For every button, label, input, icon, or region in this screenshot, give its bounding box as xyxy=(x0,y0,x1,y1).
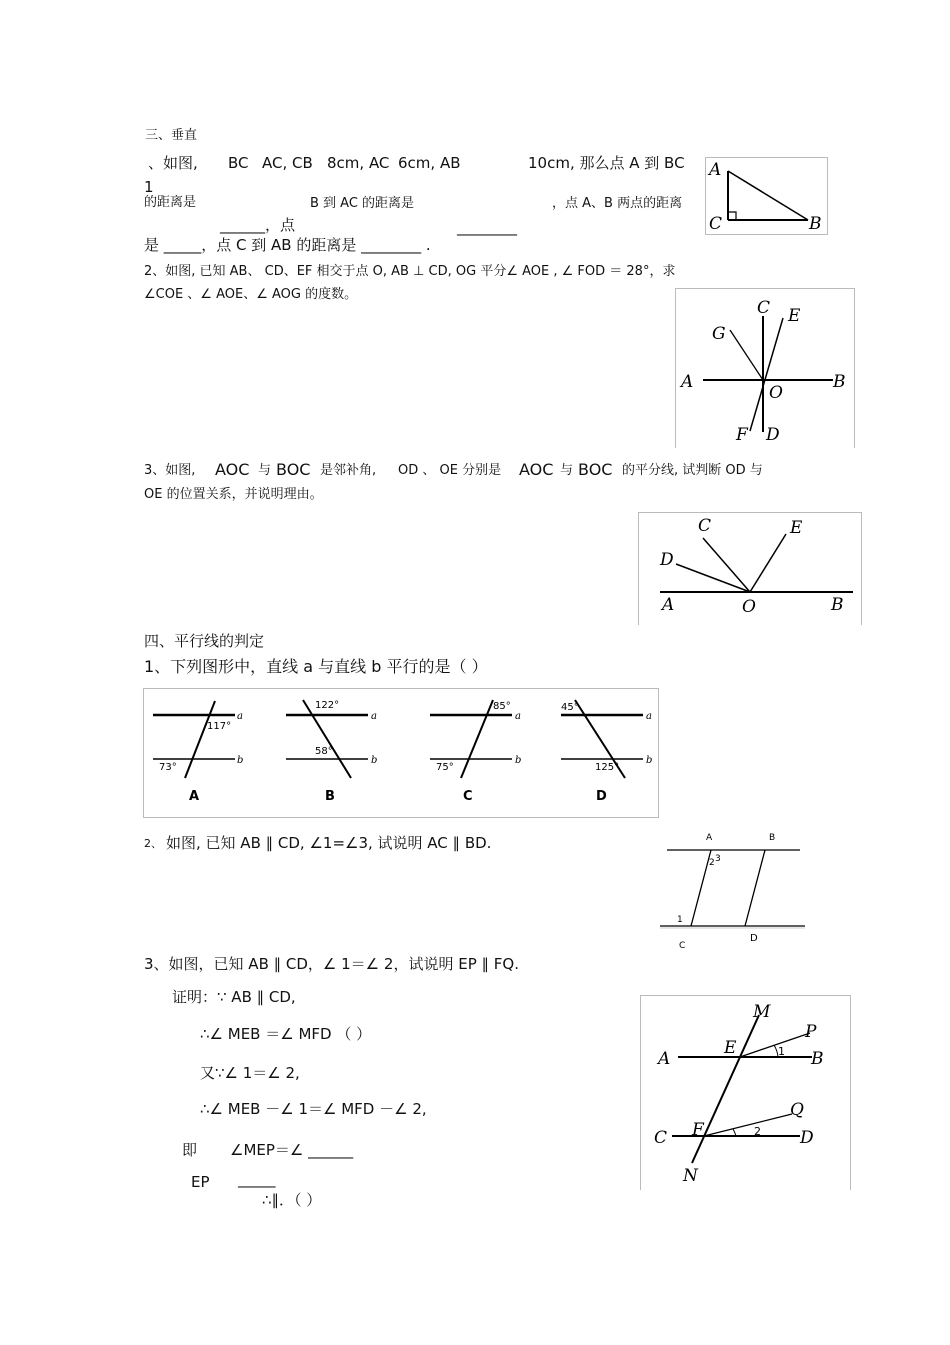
angle-label: 117° xyxy=(207,721,232,732)
angle-number-2: 2 xyxy=(709,858,715,868)
line-label-b: b xyxy=(237,755,244,766)
q1-blank: ________ xyxy=(457,218,517,236)
angle-label: 73° xyxy=(159,762,177,773)
figure-intersecting-lines xyxy=(675,288,856,448)
figure-parallelogram xyxy=(655,828,805,953)
point-label-D: D xyxy=(766,425,780,445)
point-label-O: O xyxy=(769,383,783,403)
point-label-A: A xyxy=(706,833,713,843)
point-label-O: O xyxy=(742,597,756,617)
point-label-C: C xyxy=(709,214,723,234)
point-label-E: E xyxy=(788,306,801,326)
proof-line: 又∵∠ 1＝∠ 2, xyxy=(200,1064,300,1082)
point-label-F: F xyxy=(736,425,748,445)
point-label-F: F xyxy=(692,1120,704,1140)
q1-text: 的距离是 xyxy=(144,195,197,210)
point-label-E: E xyxy=(724,1038,737,1058)
point-label-B: B xyxy=(831,595,844,615)
point-label-B: B xyxy=(833,372,846,392)
proof-line: 证明：∵ AB ∥ CD, xyxy=(172,988,296,1006)
proof-line: EP xyxy=(191,1173,210,1191)
line-label-a: a xyxy=(371,711,377,722)
point-label-C: C xyxy=(679,941,686,951)
section-heading-perpendicular: 三、垂直 xyxy=(145,128,198,143)
figure-right-triangle xyxy=(705,157,828,235)
q2-text: ∠COE 、∠ AOE、∠ AOG 的度数。 xyxy=(144,287,358,302)
point-label-P: P xyxy=(805,1022,817,1042)
point-label-M: M xyxy=(753,1002,771,1022)
angle-label: 45° xyxy=(561,702,579,713)
figure-parallel-options xyxy=(143,688,659,818)
angle-label: 85° xyxy=(493,701,511,712)
figure-transversal xyxy=(640,995,852,1190)
proof-line: ∴∠ MEB －∠ 1＝∠ MFD －∠ 2, xyxy=(200,1100,427,1118)
q1-text: 10cm, 那么点 A 到 BC xyxy=(528,154,685,172)
section-heading-parallel: 四、平行线的判定 xyxy=(144,632,265,650)
figure-supplementary-angles xyxy=(638,512,863,625)
sec4-q3-title: 3、如图，已知 AB ∥ CD，∠ 1＝∠ 2，试说明 EP ∥ FQ. xyxy=(144,955,519,973)
q2-text: 2、如图, 已知 AB、 CD、EF 相交于点 O, AB ⊥ CD, OG 平分∠ AOE , ∠ FOD ＝ 28°，求 xyxy=(144,264,676,279)
point-label-D: D xyxy=(800,1128,814,1148)
line-label-a: a xyxy=(237,711,243,722)
q1-text: ，点 A、B 两点的距离 xyxy=(552,196,683,211)
q3-text: 是邻补角, xyxy=(320,463,377,478)
point-label-A: A xyxy=(709,160,722,180)
angle-label: 75° xyxy=(436,762,454,773)
q1-number: 1 xyxy=(144,178,154,196)
line-label-a: a xyxy=(515,711,521,722)
q3-text: AOC xyxy=(215,460,250,479)
option-a-figure xyxy=(153,701,243,804)
q3-text: OE 的位置关系，并说明理由。 xyxy=(144,487,323,502)
point-label-B: B xyxy=(769,833,776,843)
line-label-a: a xyxy=(646,711,652,722)
proof-line: ∴∥．（ ） xyxy=(262,1191,322,1209)
point-label-D: D xyxy=(660,550,674,570)
q3-text: 与 xyxy=(258,463,272,478)
point-label-B: B xyxy=(811,1049,824,1069)
q1-blank: ______，点 xyxy=(220,216,296,234)
option-c-figure xyxy=(430,700,521,804)
point-label-E: E xyxy=(790,518,803,538)
point-label-A: A xyxy=(658,1049,671,1069)
angle-label: 58° xyxy=(315,746,333,757)
angle-label: 122° xyxy=(315,700,340,711)
point-label-A: A xyxy=(681,372,694,392)
point-label-Q: Q xyxy=(790,1100,804,1120)
point-label-C: C xyxy=(654,1128,668,1148)
q3-text: 与 xyxy=(560,463,574,478)
point-label-G: G xyxy=(712,324,726,344)
option-label-D: D xyxy=(596,789,607,804)
proof-line: ∠MEP＝∠ ______ xyxy=(230,1141,354,1159)
line-label-b: b xyxy=(371,755,378,766)
option-label-C: C xyxy=(463,789,473,804)
line-label-b: b xyxy=(646,755,653,766)
q3-text: BOC xyxy=(578,460,613,479)
q1-text: B 到 AC 的距离是 xyxy=(310,196,415,211)
point-label-C: C xyxy=(698,516,712,536)
q1-text: 6cm, AB xyxy=(398,154,461,172)
line-label-b: b xyxy=(515,755,522,766)
q1-text: 8cm, AC xyxy=(327,154,390,172)
angle-number-1: 1 xyxy=(778,1045,785,1058)
q3-text: 3、如图, xyxy=(144,463,196,478)
proof-line: 即 xyxy=(182,1141,198,1159)
q3-text: BOC xyxy=(276,460,311,479)
sec4-q1-text: 1、下列图形中，直线 a 与直线 b 平行的是（ ） xyxy=(144,657,488,676)
angle-number-3: 3 xyxy=(715,854,721,864)
q3-text: 的平分线, 试判断 OD 与 xyxy=(622,463,763,478)
q1-text: BC xyxy=(228,154,249,172)
option-b-figure xyxy=(286,700,377,804)
q1-text: 是 _____，点 C 到 AB 的距离是 ________ . xyxy=(144,236,431,254)
sec4-q2-text: 如图, 已知 AB ∥ CD, ∠1=∠3, 试说明 AC ∥ BD. xyxy=(166,834,492,852)
option-d-figure xyxy=(561,700,652,804)
angle-number-1: 1 xyxy=(677,915,683,925)
point-label-D: D xyxy=(750,933,758,944)
point-label-B: B xyxy=(809,214,822,234)
q3-text: AOC xyxy=(519,460,554,479)
point-label-C: C xyxy=(757,298,771,318)
option-label-B: B xyxy=(325,789,335,804)
point-label-N: N xyxy=(683,1166,698,1186)
proof-line: ∴∠ MEB ＝∠ MFD （ ） xyxy=(200,1025,372,1043)
angle-number-2: 2 xyxy=(754,1125,761,1138)
option-label-A: A xyxy=(189,789,200,804)
point-label-A: A xyxy=(662,595,675,615)
proof-blank: _____ xyxy=(238,1170,276,1188)
sec4-q2-number: 2、 xyxy=(144,837,162,850)
angle-label: 125° xyxy=(595,762,620,773)
q3-text: OD 、 OE 分别是 xyxy=(398,463,502,478)
q1-text: AC, CB xyxy=(262,154,313,172)
q1-text: 、如图, xyxy=(148,154,198,172)
